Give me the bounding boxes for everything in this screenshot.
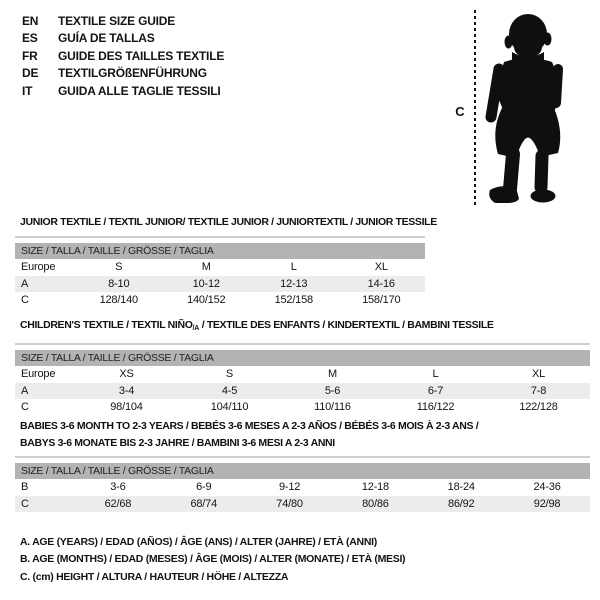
- table-row: [15, 276, 425, 293]
- column-header: XL: [374, 261, 388, 274]
- table-cell: 9-12: [278, 481, 301, 494]
- language-code: FR: [22, 48, 38, 63]
- children-title-subscript: /A: [192, 325, 200, 332]
- table-cell: 140/152: [187, 294, 226, 307]
- legend-line-b: B. AGE (MONTHS) / EDAD (MESES) / ÂGE (MOIS) / ALTER (MONATE) / ETÀ (MESI): [20, 553, 406, 566]
- language-code: ES: [22, 31, 38, 46]
- junior-section-title: JUNIOR TEXTILE / TEXTIL JUNIOR/ TEXTILE JUNIOR / JUNIORTEXTIL / JUNIOR TESSILE: [20, 216, 437, 228]
- size-header-label: SIZE / TALLA / TAILLE / GRÖSSE / TAGLIA: [21, 465, 214, 477]
- size-header-bar: [15, 243, 425, 259]
- language-title: TEXTILE SIZE GUIDE: [58, 13, 176, 28]
- table-cell: 24-36: [533, 481, 561, 494]
- table-cell: 68/74: [190, 497, 217, 510]
- children-size-table: [15, 343, 590, 416]
- table-cell: 5-6: [324, 384, 341, 397]
- height-measure-label: C: [455, 104, 465, 119]
- language-row: [22, 65, 224, 83]
- language-code: IT: [22, 83, 33, 98]
- row-label: A: [21, 277, 29, 290]
- table-cell: 74/80: [276, 497, 303, 510]
- table-cell: 86/92: [447, 497, 475, 510]
- row-label: C: [21, 294, 29, 307]
- column-header: Europe: [21, 368, 56, 381]
- language-row: [22, 82, 224, 100]
- size-header-label: SIZE / TALLA / TAILLE / GRÖSSE / TAGLIA: [21, 245, 214, 257]
- table-top-rule: [15, 456, 590, 458]
- table-cell: 8-10: [108, 277, 130, 290]
- column-header: S: [115, 261, 123, 274]
- language-title: GUIDA ALLE TAGLIE TESSILI: [58, 83, 221, 98]
- table-row: [15, 292, 425, 309]
- table-top-rule: [15, 343, 590, 345]
- size-header-bar: [15, 463, 590, 479]
- row-label: B: [21, 481, 29, 494]
- row-label: C: [21, 401, 29, 414]
- language-title: GUÍA DE TALLAS: [58, 31, 155, 46]
- table-cell: 122/128: [519, 401, 558, 414]
- table-cell: 80/86: [362, 497, 389, 510]
- language-title: GUIDE DES TAILLES TEXTILE: [58, 48, 225, 63]
- table-cell: 110/116: [314, 401, 351, 414]
- column-header: XS: [119, 368, 134, 381]
- language-title-list: [22, 12, 224, 100]
- row-label: A: [21, 384, 29, 397]
- column-header: Europe: [21, 261, 56, 274]
- table-cell: 18-24: [447, 481, 475, 494]
- table-top-rule: [15, 236, 425, 238]
- legend-line-c: C. (cm) HEIGHT / ALTURA / HAUTEUR / HÖHE / ALTEZZA: [20, 570, 289, 583]
- language-title: TEXTILGRÖßENFÜHRUNG: [58, 66, 207, 81]
- table-cell: 12-13: [280, 277, 308, 290]
- children-section-title: [20, 319, 494, 335]
- junior-size-table: [15, 236, 425, 309]
- table-row: [15, 399, 590, 416]
- table-cell: 158/170: [362, 294, 401, 307]
- table-cell: 10-12: [192, 277, 220, 290]
- babies-section-title: [20, 420, 478, 450]
- table-cell: 7-8: [530, 384, 547, 397]
- table-cell: 128/140: [99, 294, 138, 307]
- children-title-suffix: / TEXTILE DES ENFANTS / KINDERTEXTIL / BAMBINI TESSILE: [199, 319, 494, 331]
- table-cell: 92/98: [533, 497, 561, 510]
- language-row: [22, 47, 224, 65]
- size-header-label: SIZE / TALLA / TAILLE / GRÖSSE / TAGLIA: [21, 352, 214, 364]
- size-header-bar: [15, 350, 590, 366]
- column-header: M: [328, 368, 337, 381]
- table-cell: 6-7: [427, 384, 444, 397]
- table-row: [15, 383, 590, 400]
- column-header: M: [201, 261, 211, 274]
- table-row: [15, 479, 590, 496]
- table-header-row: [15, 259, 425, 276]
- table-cell: 62/68: [104, 497, 132, 510]
- table-cell: 104/110: [210, 401, 249, 414]
- children-title-prefix: CHILDREN'S TEXTILE / TEXTIL NIÑO: [20, 319, 193, 331]
- column-header: S: [225, 368, 234, 381]
- babies-title-line2: BABYS 3-6 MONATE BIS 2-3 JAHRE / BAMBINI 3-6 MESI A 2-3 ANNI: [20, 437, 335, 449]
- table-cell: 116/122: [416, 401, 455, 414]
- table-cell: 152/158: [274, 294, 313, 307]
- table-header-row: [15, 366, 590, 383]
- column-header: L: [290, 261, 297, 274]
- column-header: L: [432, 368, 439, 381]
- table-cell: 12-18: [361, 481, 389, 494]
- table-row: [15, 496, 590, 513]
- toddler-silhouette-icon: [482, 12, 574, 207]
- babies-size-table: [15, 456, 590, 512]
- legend-line-a: A. AGE (YEARS) / EDAD (AÑOS) / ÂGE (ANS) / ALTER (JAHRE) / ETÀ (ANNI): [20, 536, 377, 548]
- table-cell: 98/104: [110, 401, 143, 414]
- babies-title-line1: BABIES 3-6 MONTH TO 2-3 YEARS / BEBÉS 3-6 MESES A 2-3 AÑOS / BÉBÉS 3-6 MOIS À 2-3 ANS /: [20, 420, 479, 432]
- language-row: [22, 30, 224, 48]
- table-cell: 3-6: [110, 481, 126, 494]
- row-label: C: [21, 497, 29, 510]
- language-code: EN: [22, 13, 39, 28]
- language-row: [22, 12, 224, 30]
- table-cell: 3-4: [118, 384, 135, 397]
- measurement-legend: [20, 534, 405, 586]
- table-cell: 6-9: [196, 481, 212, 494]
- column-header: XL: [531, 368, 546, 381]
- language-code: DE: [22, 66, 39, 81]
- height-measure-dotted-line: [474, 10, 476, 208]
- table-cell: 14-16: [367, 277, 395, 290]
- table-cell: 4-5: [221, 384, 238, 397]
